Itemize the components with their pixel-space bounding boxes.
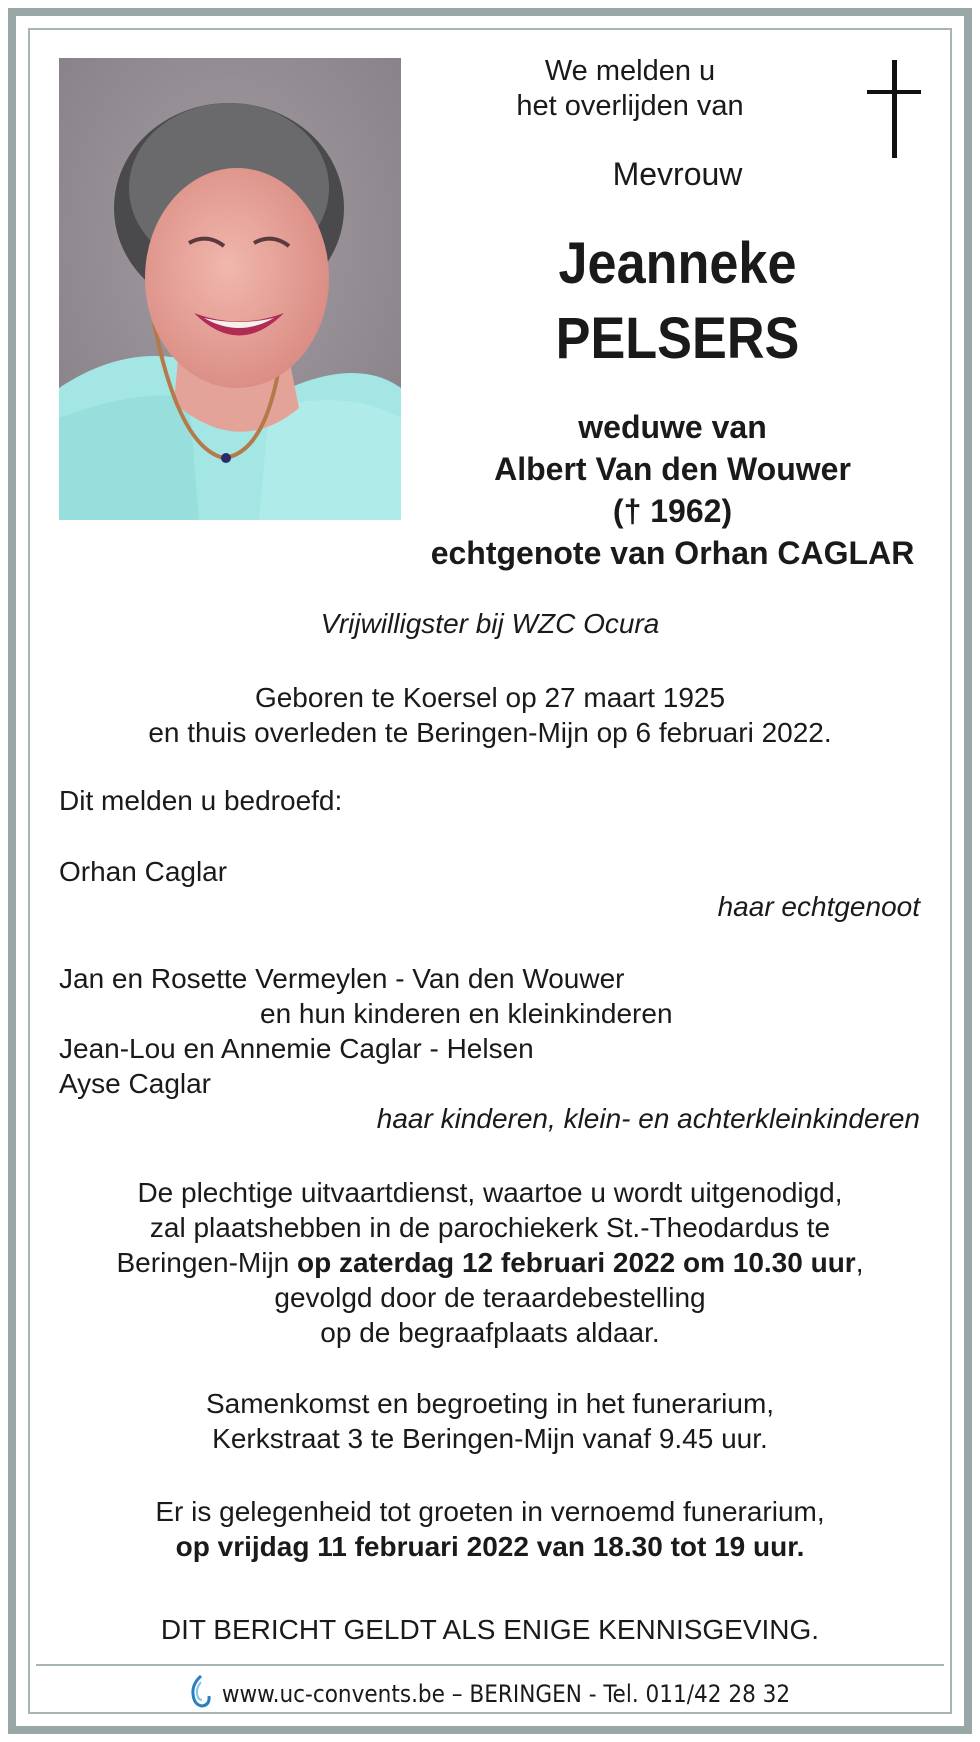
- gathering-line: Samenkomst en begroeting in het funerarium,: [205, 1388, 775, 1419]
- visitation-info: [40, 1494, 940, 1564]
- visitation-datetime: op vrijdag 11 februari 2022 van 18.30 tot 19 uur.: [175, 1531, 805, 1562]
- marital-info: [360, 406, 980, 574]
- gathering-info: [40, 1386, 940, 1456]
- service-line: op de begraafplaats aldaar.: [320, 1317, 660, 1348]
- birth-line: Geboren te Koersel op 27 maart 1925: [254, 682, 726, 713]
- mourners-intro: Dit melden u bedroefd:: [59, 785, 343, 816]
- spouse-name: Orhan Caglar: [59, 856, 228, 887]
- service-line: [40, 1245, 940, 1280]
- service-datetime: op zaterdag 12 februari 2022 om 10.30 uur: [297, 1247, 856, 1278]
- deceased-name: [473, 226, 883, 376]
- child-line: Jean-Lou en Annemie Caglar - Helsen: [59, 1033, 534, 1064]
- notice-text: DIT BERICHT GELDT ALS ENIGE KENNISGEVING.: [160, 1614, 820, 1645]
- gathering-line: Kerkstraat 3 te Beringen-Mijn vanaf 9.45 uur.: [212, 1423, 768, 1454]
- visitation-line: Er is gelegenheid tot groeten in vernoemd funerarium,: [155, 1496, 825, 1527]
- child-line: Jan en Rosette Vermeylen - Van den Wouwer: [59, 963, 625, 994]
- marital-line: echtgenote van Orhan CAGLAR: [430, 535, 915, 571]
- service-line: zal plaatshebben in de parochiekerk St.-Theodardus te: [149, 1212, 831, 1243]
- footer: [0, 1674, 980, 1714]
- funeral-home-logo-icon: [190, 1674, 212, 1714]
- title-salutation: Mevrouw: [612, 156, 743, 192]
- service-line: gevolgd door de teraardebestelling: [274, 1282, 706, 1313]
- intro-line: We melden u: [544, 55, 716, 87]
- intro-text: [450, 54, 810, 124]
- death-line: en thuis overleden te Beringen-Mijn op 6 februari 2022.: [148, 717, 832, 748]
- marital-line: († 1962): [612, 493, 733, 529]
- grandchildren-line: en hun kinderen en kleinkinderen: [260, 998, 673, 1029]
- birth-death-info: [0, 680, 980, 750]
- service-place: Beringen-Mijn: [116, 1247, 298, 1278]
- first-name: Jeanneke: [558, 231, 797, 296]
- children-role: haar kinderen, klein- en achterkleinkinderen: [376, 1103, 920, 1134]
- service-line: De plechtige uitvaartdienst, waartoe u wordt uitgenodigd,: [137, 1177, 843, 1208]
- marital-line: weduwe van: [578, 409, 767, 445]
- service-comma: ,: [855, 1247, 864, 1278]
- cross-icon: [859, 60, 929, 160]
- footer-divider: [36, 1664, 944, 1666]
- volunteer-text: Vrijwilligster bij WZC Ocura: [320, 608, 660, 639]
- portrait-photo: [59, 58, 401, 520]
- portrait-illustration: [59, 58, 401, 520]
- child-line: Ayse Caglar: [59, 1068, 212, 1099]
- intro-line: het overlijden van: [516, 90, 744, 122]
- footer-contact: www.uc-convents.be – BERINGEN - Tel. 011/42 28 32: [221, 1680, 791, 1708]
- marital-line: Albert Van den Wouwer: [494, 451, 851, 487]
- last-name: PELSERS: [555, 306, 800, 371]
- spouse-role: haar echtgenoot: [717, 891, 920, 922]
- service-info: [40, 1175, 940, 1350]
